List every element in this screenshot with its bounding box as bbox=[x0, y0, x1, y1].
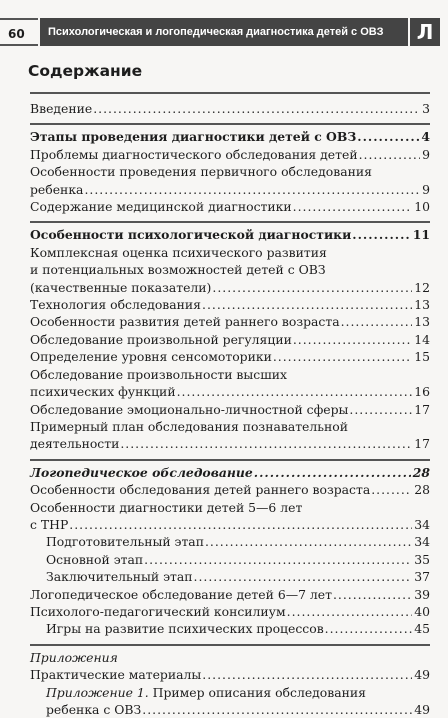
toc-entry-line: Особенности диагностики детей 5—6 лет bbox=[30, 499, 303, 515]
toc-entry bbox=[30, 533, 430, 550]
toc-entry-text: (качественные показатели) bbox=[30, 279, 212, 295]
toc-entry bbox=[30, 481, 430, 498]
toc-page-number: 40 bbox=[414, 603, 430, 619]
section-letter-tab: Л bbox=[410, 18, 440, 46]
toc-page-number: 11 bbox=[412, 227, 430, 243]
toc-entry bbox=[30, 181, 430, 198]
toc-entry bbox=[30, 198, 430, 215]
toc-page-number: 45 bbox=[414, 621, 430, 637]
toc-entry bbox=[30, 586, 430, 603]
toc-entry-text: Подготовительный этап bbox=[46, 534, 204, 550]
toc-entry-text: Определение уровня сенсомоторики bbox=[30, 349, 272, 365]
toc-entry-text: Логопедическое обследование детей 6—7 лет bbox=[30, 586, 332, 602]
toc-page-number: 14 bbox=[414, 331, 430, 347]
toc-page-number: 39 bbox=[414, 586, 430, 602]
toc-page-number: 15 bbox=[414, 349, 430, 365]
toc-entry-text: Технология обследования bbox=[30, 297, 201, 313]
toc-entry-line: Обследование произвольности высших bbox=[30, 366, 287, 382]
appendix-label: Приложение 1. bbox=[46, 684, 149, 700]
toc-page-number: 34 bbox=[414, 516, 430, 532]
toc-entry-text: ребенка bbox=[30, 181, 84, 197]
toc-entry bbox=[30, 516, 430, 533]
toc-entry bbox=[30, 568, 430, 585]
toc-entry-text: Этапы проведения диагностики детей с ОВЗ bbox=[30, 129, 357, 145]
toc-page-number: 17 bbox=[414, 436, 430, 452]
toc-page-number: 49 bbox=[414, 667, 430, 683]
toc-entry bbox=[30, 551, 430, 568]
toc-page-number: 28 bbox=[412, 464, 430, 480]
toc-page-number: 35 bbox=[414, 551, 430, 567]
page-number: 60 bbox=[0, 18, 38, 46]
toc-entry-text: Особенности развития детей раннего возраста bbox=[30, 314, 340, 330]
toc-page-number: 13 bbox=[414, 297, 430, 313]
toc-section-title bbox=[30, 128, 430, 145]
toc-page-number: 34 bbox=[414, 534, 430, 550]
running-title: Психологическая и логопедическая диагностика детей с ОВЗ bbox=[40, 18, 408, 46]
toc-group-psychological-diagnostics bbox=[30, 221, 430, 452]
toc-entry-text: Психолого-педагогический консилиум bbox=[30, 603, 286, 619]
toc-section-title: Приложения bbox=[30, 649, 118, 665]
toc-group-speech-therapy bbox=[30, 459, 430, 638]
toc-entry-line: Примерный план обследования познавательной bbox=[30, 418, 348, 434]
toc-entry-text: Проблемы диагностического обследования детей bbox=[30, 146, 358, 162]
toc-entry-text: Обследование эмоционально-личностной сферы bbox=[30, 401, 349, 417]
toc-entry-text: психических функций bbox=[30, 384, 176, 400]
toc-entry bbox=[30, 666, 430, 683]
toc-entry bbox=[30, 146, 430, 163]
toc-page-number: 49 bbox=[414, 702, 430, 717]
page-heading: Содержание bbox=[28, 62, 143, 80]
toc-entry bbox=[30, 331, 430, 348]
toc-entry-text: Содержание медицинской диагностики bbox=[30, 199, 292, 215]
toc-entry-text: Основной этап bbox=[46, 551, 144, 567]
toc-page-number: 9 bbox=[422, 146, 430, 162]
toc-group-intro bbox=[30, 92, 430, 117]
toc-entry-text: Заключительный этап bbox=[46, 569, 193, 585]
toc-entry bbox=[30, 435, 430, 452]
toc-page-number: 12 bbox=[414, 279, 430, 295]
toc-group-appendices bbox=[30, 644, 430, 718]
toc-page-number: 16 bbox=[414, 384, 430, 400]
toc-entry bbox=[30, 296, 430, 313]
toc-entry-text: Игры на развитие психических процессов bbox=[46, 621, 324, 637]
toc-entry bbox=[30, 100, 430, 117]
toc-entry bbox=[30, 348, 430, 365]
toc-entry-text: Введение bbox=[30, 101, 93, 116]
toc-entry bbox=[30, 279, 430, 296]
toc-page-number: 10 bbox=[414, 199, 430, 215]
toc-entry bbox=[30, 313, 430, 330]
toc-entry-text: с ТНР bbox=[30, 516, 69, 532]
toc-page-number: 17 bbox=[414, 401, 430, 417]
toc-page-number: 37 bbox=[414, 569, 430, 585]
toc-entry-text: Особенности обследования детей раннего возраста bbox=[30, 482, 371, 498]
toc-entry bbox=[30, 383, 430, 400]
toc-section-title bbox=[30, 226, 430, 243]
toc-entry bbox=[30, 603, 430, 620]
toc-page-number: 3 bbox=[422, 101, 430, 116]
toc-entry-text: Логопедическое обследование bbox=[30, 464, 253, 480]
toc-entry-text: Пример описания обследования bbox=[148, 684, 366, 700]
toc-page-number: 4 bbox=[421, 129, 430, 145]
toc-entry-line: и потенциальных возможностей детей с ОВЗ bbox=[30, 262, 326, 278]
toc-entry-line: Комплексная оценка психического развития bbox=[30, 244, 327, 260]
toc-entry-text: ребенка с ОВЗ bbox=[46, 702, 142, 717]
toc-entry-line: Особенности проведения первичного обследования bbox=[30, 164, 372, 180]
toc-entry bbox=[30, 401, 430, 418]
toc-entry-text: Практические материалы bbox=[30, 667, 202, 683]
toc-entry bbox=[30, 701, 430, 718]
toc-page-number: 9 bbox=[422, 181, 430, 197]
toc-page-number: 13 bbox=[414, 314, 430, 330]
toc-page-number: 28 bbox=[414, 482, 430, 498]
toc-group-diagnostics-stages bbox=[30, 123, 430, 215]
table-of-contents bbox=[30, 92, 430, 718]
toc-entry bbox=[30, 620, 430, 637]
toc-entry-text: деятельности bbox=[30, 436, 120, 452]
toc-entry-text: Особенности психологической диагностики bbox=[30, 227, 352, 243]
toc-entry-text: Обследование произвольной регуляции bbox=[30, 331, 292, 347]
running-header bbox=[0, 18, 448, 48]
toc-entry-line bbox=[30, 684, 430, 701]
toc-section-title bbox=[30, 464, 430, 481]
